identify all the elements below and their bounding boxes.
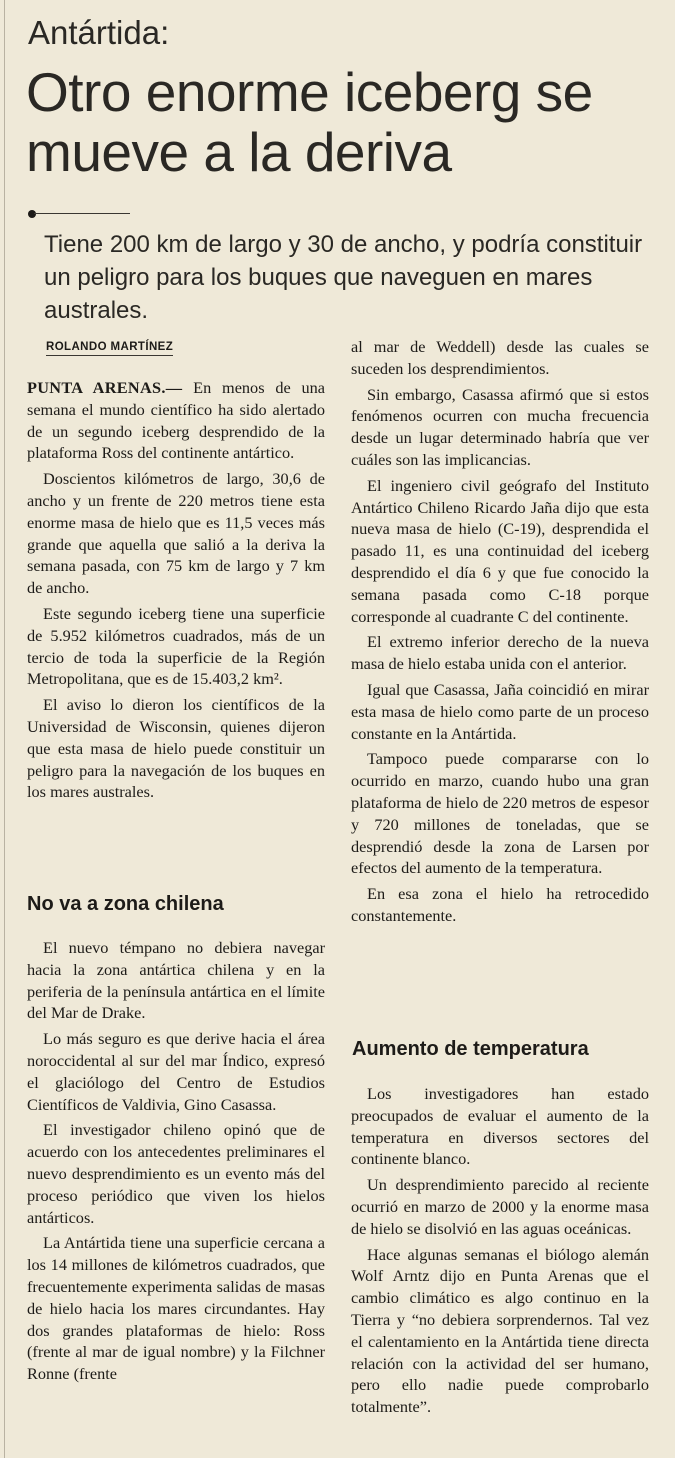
paragraph: El extremo inferior derecho de la nueva masa de hielo estaba unida con el anterior. bbox=[351, 632, 649, 674]
paragraph: El investigador chileno opinó que de acuerdo con los antecedentes preliminares el nuevo desprendimiento es un evento más del proceso periódico que viven los hielos antárticos. bbox=[27, 1120, 325, 1227]
paragraph: Este segundo iceberg tiene una superficie de 5.952 kilómetros cuadrados, más de un tercio de toda la superficie de la Región Metropolitana, que es de 15.403,2 km². bbox=[27, 603, 325, 689]
paragraph: Doscientos kilómetros de largo, 30,6 de ancho y un frente de 220 metros tiene esta enorme masa de hielo que es 11,5 veces más grande que aquella que salió a la deriva la semana pasada, con 75 km de largo y 7 km de ancho. bbox=[27, 469, 325, 598]
column-1-top bbox=[27, 377, 325, 803]
column-1-bottom bbox=[27, 937, 325, 1385]
paragraph: Tampoco puede compararse con lo ocurrido en marzo, cuando hubo una gran plataforma de hielo de 220 metros de espesor y 720 millones de toneladas, que se desprendió desde la zona de Larsen por efectos del aumento de la temperatura. bbox=[351, 749, 649, 878]
paragraph: El nuevo témpano no debiera navegar hacia la zona antártica chilena y en la periferia de la península antártica en el límite del Mar de Drake. bbox=[27, 938, 325, 1023]
continued-paragraph: al mar de Weddell) desde las cuales se suceden los desprendimientos. bbox=[351, 337, 649, 378]
dateline: PUNTA ARENAS.— bbox=[27, 378, 183, 397]
kicker: Antártida: bbox=[28, 14, 170, 51]
paragraph: El ingeniero civil geógrafo del Instituto Antártico Chileno Ricardo Jaña dijo que esta nueva masa de hielo (C-19), desprendida el pasado 11, es una continuidad del iceberg desprendido el día 6 y que fue conocido la semana pasada como C-18 porque corresponde al cuadrante C del continente. bbox=[351, 475, 649, 626]
page-edge bbox=[4, 0, 5, 1458]
paragraph: Hace algunas semanas el biólogo alemán Wolf Arntz dijo en Punta Arenas que el cambio climático es algo continuo en la Tierra y “no debiera sorprendernos. Tal vez el calentamiento en la Antártida tiene directa relación con la actividad del ser humano, pero ello nadie puede comprobarlo totalmente”. bbox=[351, 1244, 649, 1417]
column-2-top bbox=[351, 336, 649, 927]
paragraph: En esa zona el hielo ha retrocedido constantemente. bbox=[351, 884, 649, 925]
subhead-aumento-de-temperatura: Aumento de temperatura bbox=[352, 1038, 589, 1060]
byline: ROLANDO MARTÍNEZ bbox=[46, 341, 173, 356]
paragraph: Los investigadores han estado preocupados de evaluar el aumento de la temperatura en diversos sectores del continente blanco. bbox=[351, 1084, 649, 1169]
headline: Otro enorme iceberg se mueve a la deriva bbox=[26, 61, 593, 183]
lead-text: En menos de una semana el mundo científico ha sido alertado de un segundo iceberg desprendido de la plataforma Ross del continente antártico. bbox=[27, 378, 325, 463]
paragraph: Igual que Casassa, Jaña coincidió en mirar esta masa de hielo como parte de un proceso constante en la Antártida. bbox=[351, 679, 649, 743]
rule-line bbox=[34, 213, 130, 214]
paragraph: Un desprendimiento parecido al reciente ocurrió en marzo de 2000 y la enorme masa de hielo se disolvió en las aguas oceánicas. bbox=[351, 1175, 649, 1238]
lead-paragraph bbox=[27, 377, 325, 464]
deck: Tiene 200 km de largo y 30 de ancho, y podría constituir un peligro para los buques que naveguen en mares australes. bbox=[44, 231, 643, 324]
paragraph: El aviso lo dieron los científicos de la Universidad de Wisconsin, quienes dijeron que esta masa de hielo puede constituir un peligro para la navegación de los buques en los mares australes. bbox=[27, 695, 325, 802]
column-2-bottom bbox=[351, 1083, 649, 1418]
paragraph: La Antártida tiene una superficie cercana a los 14 millones de kilómetros cuadrados, que frecuentemente experimenta salidas de masas de hielo hacia los mares circundantes. Hay dos grandes plataformas de hielo: Ross (frente al mar de igual nombre) y la Filchner Ronne (frente bbox=[27, 1233, 325, 1384]
subhead-no-va-a-zona-chilena: No va a zona chilena bbox=[27, 893, 224, 915]
paragraph: Lo más seguro es que derive hacia el área noroccidental al sur del mar Índico, expresó el glaciólogo del Centro de Estudios Científicos de Valdivia, Gino Casassa. bbox=[27, 1029, 325, 1114]
paragraph: Sin embargo, Casassa afirmó que si estos fenómenos ocurren con mucha frecuencia desde un lugar determinado habría que ver cuáles son las implicancias. bbox=[351, 384, 649, 469]
rule-dot bbox=[28, 210, 36, 218]
